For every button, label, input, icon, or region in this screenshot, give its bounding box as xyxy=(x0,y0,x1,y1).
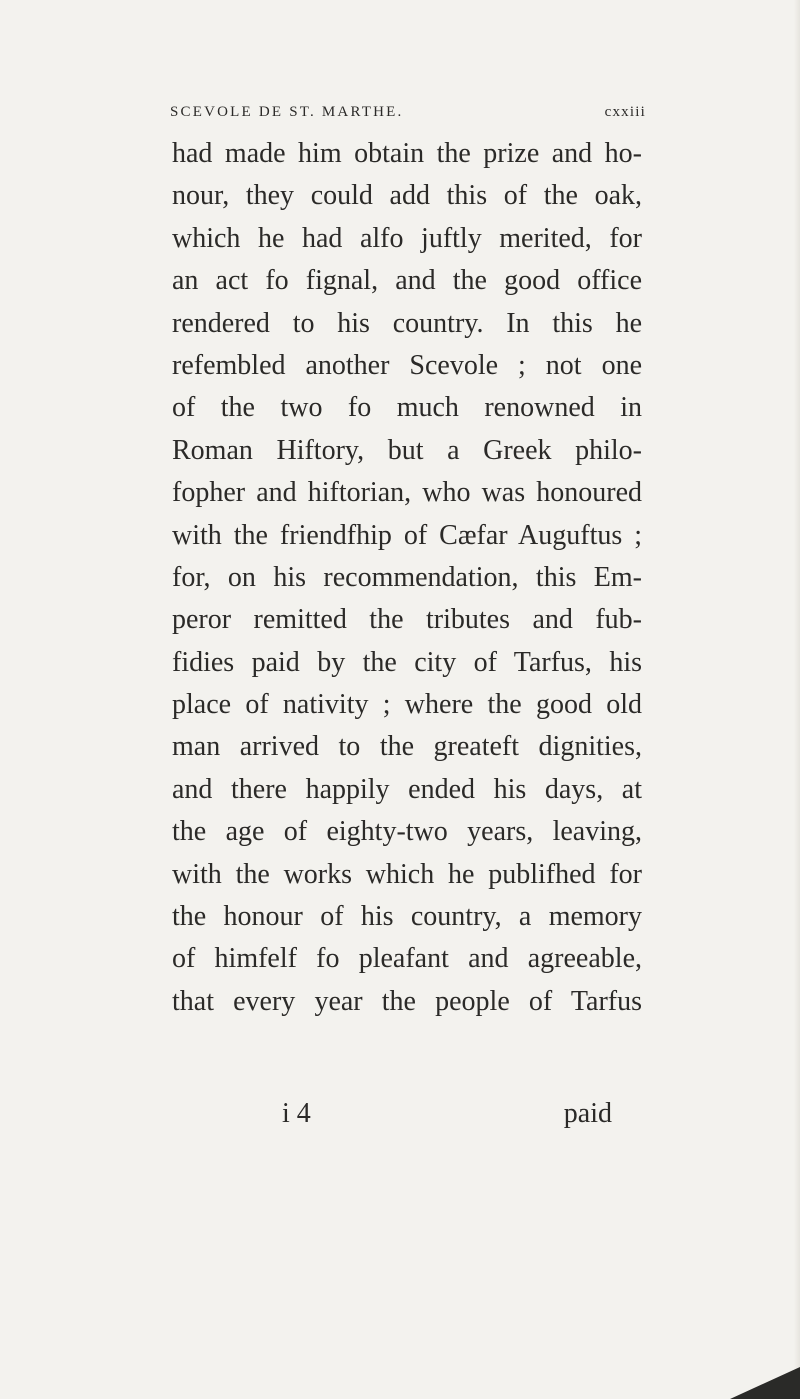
text-line: place of nativity ; where the good old xyxy=(172,689,642,721)
running-title: SCEVOLE DE ST. MARTHE. xyxy=(170,104,404,120)
page-edge xyxy=(794,0,800,1399)
text-line: Roman Hiftory, but a Greek philo- xyxy=(172,434,642,466)
text-line: peror remitted the tributes and fub- xyxy=(172,604,642,636)
text-line: an act fo fignal, and the good office xyxy=(172,265,642,297)
text-line: that every year the people of Tarfus xyxy=(172,985,642,1017)
text-line: fidies paid by the city of Tarfus, his xyxy=(172,646,642,678)
page-number: cxxiii xyxy=(604,104,646,120)
text-line: and there happily ended his days, at xyxy=(172,773,642,805)
text-line: rendered to his country. In this he xyxy=(172,307,642,339)
text-line: the age of eighty-two years, leaving, xyxy=(172,816,642,848)
page-footer xyxy=(172,1093,612,1135)
catchword: paid xyxy=(563,1098,612,1129)
text-line: which he had alfo juftly merited, for xyxy=(172,222,642,254)
signature-mark: i 4 xyxy=(282,1098,311,1129)
text-line: with the works which he publifhed for xyxy=(172,858,642,890)
text-line: refembled another Scevole ; not one xyxy=(172,349,642,381)
text-line: for, on his recommendation, this Em- xyxy=(172,561,642,593)
text-line: had made him obtain the prize and ho- xyxy=(172,138,642,169)
text-line: the honour of his country, a memory xyxy=(172,901,642,933)
text-line: fopher and hiftorian, who was honoured xyxy=(172,477,642,509)
text-line: of himfelf fo pleafant and agreeable, xyxy=(172,943,642,975)
running-head xyxy=(170,100,646,130)
text-line: nour, they could add this of the oak, xyxy=(172,180,642,212)
corner-mark xyxy=(730,1367,800,1399)
text-line: man arrived to the greateft dignities, xyxy=(172,731,642,763)
text-line: of the two fo much renowned in xyxy=(172,392,642,424)
body-text xyxy=(172,133,642,1023)
text-line: with the friendfhip of Cæfar Auguftus ; xyxy=(172,519,642,551)
